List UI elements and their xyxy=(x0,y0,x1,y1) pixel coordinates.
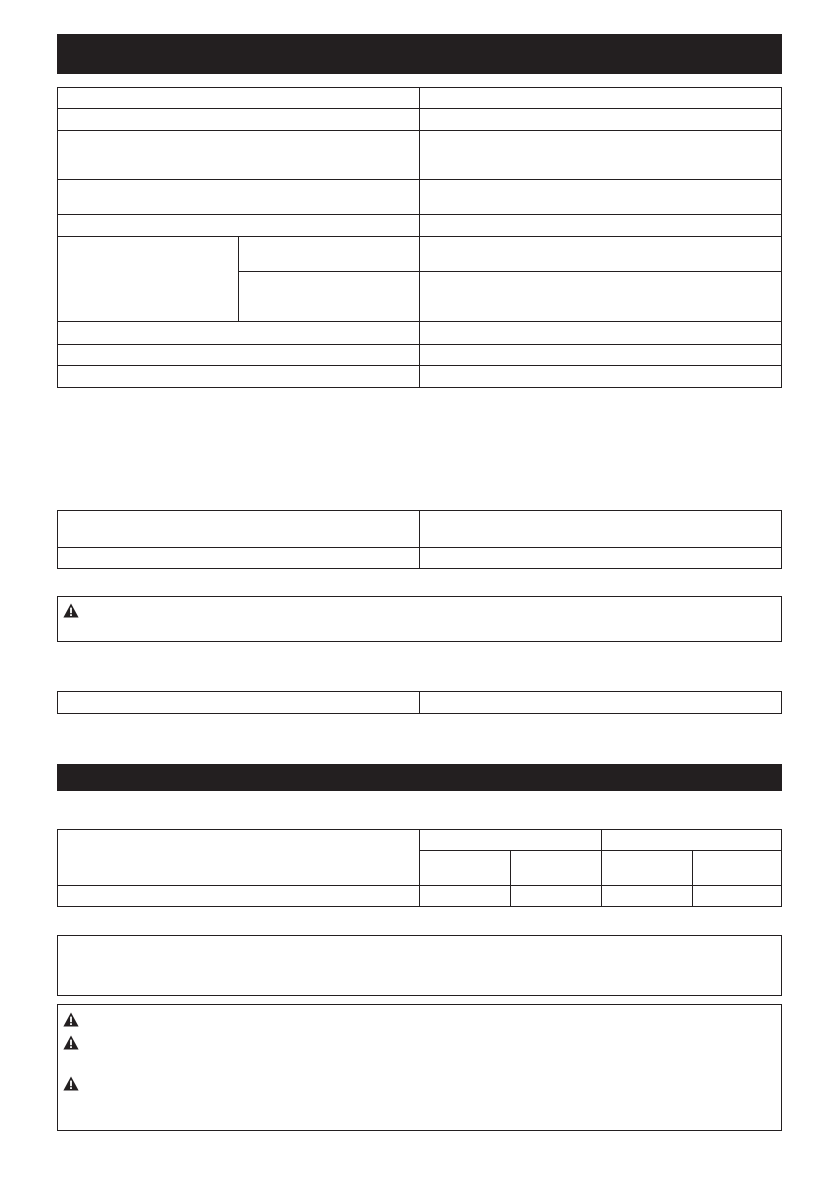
table-row-rule xyxy=(238,271,782,272)
note-box xyxy=(57,935,782,996)
table-row-rule xyxy=(57,214,782,215)
table-row-rule xyxy=(57,321,782,322)
warning-triangle-icon xyxy=(63,1012,79,1027)
spec-table-column-divider xyxy=(419,87,420,388)
secondary-table-column-divider xyxy=(419,510,420,569)
warning-triangle-icon xyxy=(63,1076,79,1091)
warnings-box xyxy=(57,1004,782,1131)
table-row-rule xyxy=(57,365,782,366)
table-row-rule xyxy=(57,547,782,548)
section-header-title xyxy=(65,770,73,774)
table-row-rule xyxy=(57,108,782,109)
spec-table-subcolumn-divider xyxy=(238,236,239,322)
warning-triangle-icon xyxy=(63,1035,79,1050)
table-column-divider xyxy=(419,829,420,907)
table-column-divider xyxy=(692,850,693,907)
warning-box xyxy=(57,596,782,642)
table-row-rule xyxy=(57,130,782,131)
table-row-rule xyxy=(57,179,782,180)
section-header-bar xyxy=(57,764,782,791)
table-row-rule xyxy=(57,344,782,345)
table-column-divider xyxy=(601,829,602,907)
single-row-table-column-divider xyxy=(419,691,420,714)
section-header-title xyxy=(65,46,73,50)
table-column-divider xyxy=(510,850,511,907)
table-row-rule xyxy=(419,850,782,851)
section-header-bar xyxy=(57,34,782,74)
table-row-rule xyxy=(57,236,782,237)
table-row-rule xyxy=(57,885,782,886)
warning-triangle-icon xyxy=(63,603,79,618)
